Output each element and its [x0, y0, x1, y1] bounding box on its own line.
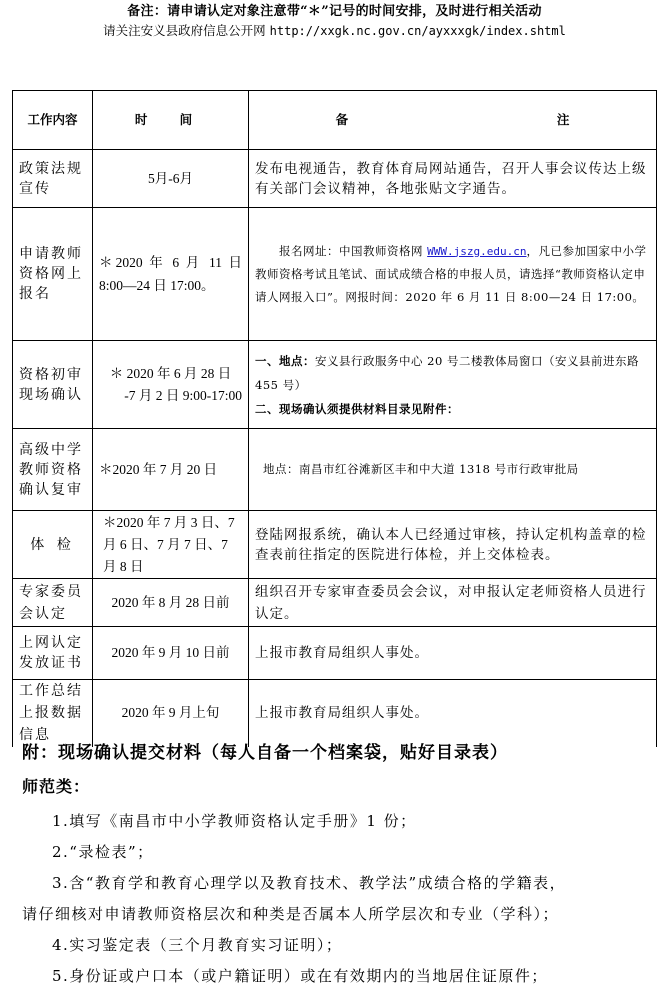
appendix-item: 2.“录检表”； — [52, 843, 154, 861]
remark-item-2: 二、现场确认须提供材料目录见附件： — [255, 401, 459, 416]
time-cell: ＊2020 年 7 月 20 日 — [93, 429, 249, 511]
header-remark — [249, 91, 657, 150]
time-line-1: ＊ 2020 年 6 月 28 日 — [109, 365, 232, 381]
task-cell: 专家委员会认定 — [13, 579, 93, 627]
remark-cell: 上报市教育局组织人事处。 — [249, 627, 657, 680]
remark-item-1-text: 安义县行政服务中心 20 号二楼教体局窗口（安义县前进东路 455 号） — [255, 353, 639, 392]
remark-cell: 发布电视通告，教育体育局网站通告，召开人事会议传达上级有关部门会议精神，各地张贴文字通告。 — [249, 150, 657, 208]
appendix-item: 3.含“教育学和教育心理学以及教育技术、教学法”成绩合格的学籍表， — [52, 874, 567, 892]
remark-cell — [249, 208, 657, 341]
task-cell: 资格初审现场确认 — [13, 341, 93, 429]
gov-info-link[interactable]: http://xxgk.nc.gov.cn/ayxxxgk/index.shtml — [269, 24, 566, 38]
table-row — [13, 680, 657, 747]
header-task: 工作内容 — [13, 91, 93, 150]
table-row — [13, 627, 657, 680]
appendix-item-continued: 请仔细核对申请教师资格层次和种类是否属本人所学层次和专业（学科）； — [22, 905, 560, 923]
note-sub-prefix: 请关注安义县政府信息公开网 — [103, 23, 266, 38]
table-row — [13, 341, 657, 429]
time-cell — [93, 341, 249, 429]
remark-suffix: ，凡已参加国家中小学教师资格考试且笔试、面试成绩合格的申报人员，请选择“教师资格认定申请人网报入口”。网报时间：2020 年 6 月 11 日 8:00—24 日 17:00。 — [255, 243, 647, 304]
jszg-link[interactable]: WWW.jszg.edu.cn — [427, 244, 527, 258]
table-row — [13, 150, 657, 208]
remark-cell — [249, 429, 657, 511]
table-row — [13, 579, 657, 627]
task-cell: 上网认定发放证书 — [13, 627, 93, 680]
time-cell: 5月-6月 — [93, 150, 249, 208]
time-cell: ＊2020 年 7 月 3 日、7 月 6 日、7 月 7 日、7 月 8 日 — [93, 511, 249, 579]
table-row — [13, 208, 657, 341]
time-cell: 2020 年 9 月 10 日前 — [93, 627, 249, 680]
header-remark-left: 备 — [335, 112, 349, 127]
appendix-item: 1.填写《南昌市中小学教师资格认定手册》1 份； — [52, 812, 417, 830]
appendix-item: 4.实习鉴定表（三个月教育实习证明）； — [52, 936, 343, 954]
schedule-table — [12, 90, 657, 747]
remark-cell: 组织召开专家审查委员会会议，对申报认定老师资格人员进行认定。 — [249, 579, 657, 627]
appendix-items — [22, 806, 662, 992]
time-cell: 2020 年 9 月上旬 — [93, 680, 249, 747]
task-cell: 工作总结上报数据信息 — [13, 680, 93, 747]
task-cell: 申请教师资格网上报名 — [13, 208, 93, 341]
table-row — [13, 511, 657, 579]
note-subtitle — [0, 22, 669, 40]
header-remark-right: 注 — [556, 112, 570, 127]
task-cell: 体 检 — [13, 511, 93, 579]
remark-cell — [249, 341, 657, 429]
table-row — [13, 429, 657, 511]
time-cell: ＊2020 年 6 月 11 日 8:00—24 日 17:00。 — [93, 208, 249, 341]
header-time: 时 间 — [93, 91, 249, 150]
appendix-category: 师范类： — [22, 777, 91, 796]
note-title: 备注：请申请认定对象注意带“＊”记号的时间安排，及时进行相关活动 — [127, 4, 542, 19]
remark-cell: 登陆网报系统，确认本人已经通过审核，持认定机构盖章的检查表前往指定的医院进行体检，并上交体检表。 — [249, 511, 657, 579]
remark-text: 地点：南昌市红谷滩新区丰和中大道 1318 号市行政审批局 — [263, 462, 579, 476]
appendix-item: 5.身份证或户口本（或户籍证明）或在有效期内的当地居住证原件； — [52, 967, 548, 985]
appendix-title: 附：现场确认提交材料（每人自备一个档案袋，贴好目录表） — [22, 743, 508, 763]
task-cell: 高级中学教师资格确认复审 — [13, 429, 93, 511]
remark-item-1-label: 一、地点： — [255, 353, 315, 368]
task-cell: 政策法规宣传 — [13, 150, 93, 208]
time-cell: 2020 年 8 月 28 日前 — [93, 579, 249, 627]
table-header-row — [13, 91, 657, 150]
remark-prefix: 报名网址：中国教师资格网 — [279, 243, 428, 258]
remark-item-1 — [255, 349, 650, 397]
time-line-2: -7 月 2 日 9:00-17:00 — [124, 387, 242, 403]
remark-cell: 上报市教育局组织人事处。 — [249, 680, 657, 747]
